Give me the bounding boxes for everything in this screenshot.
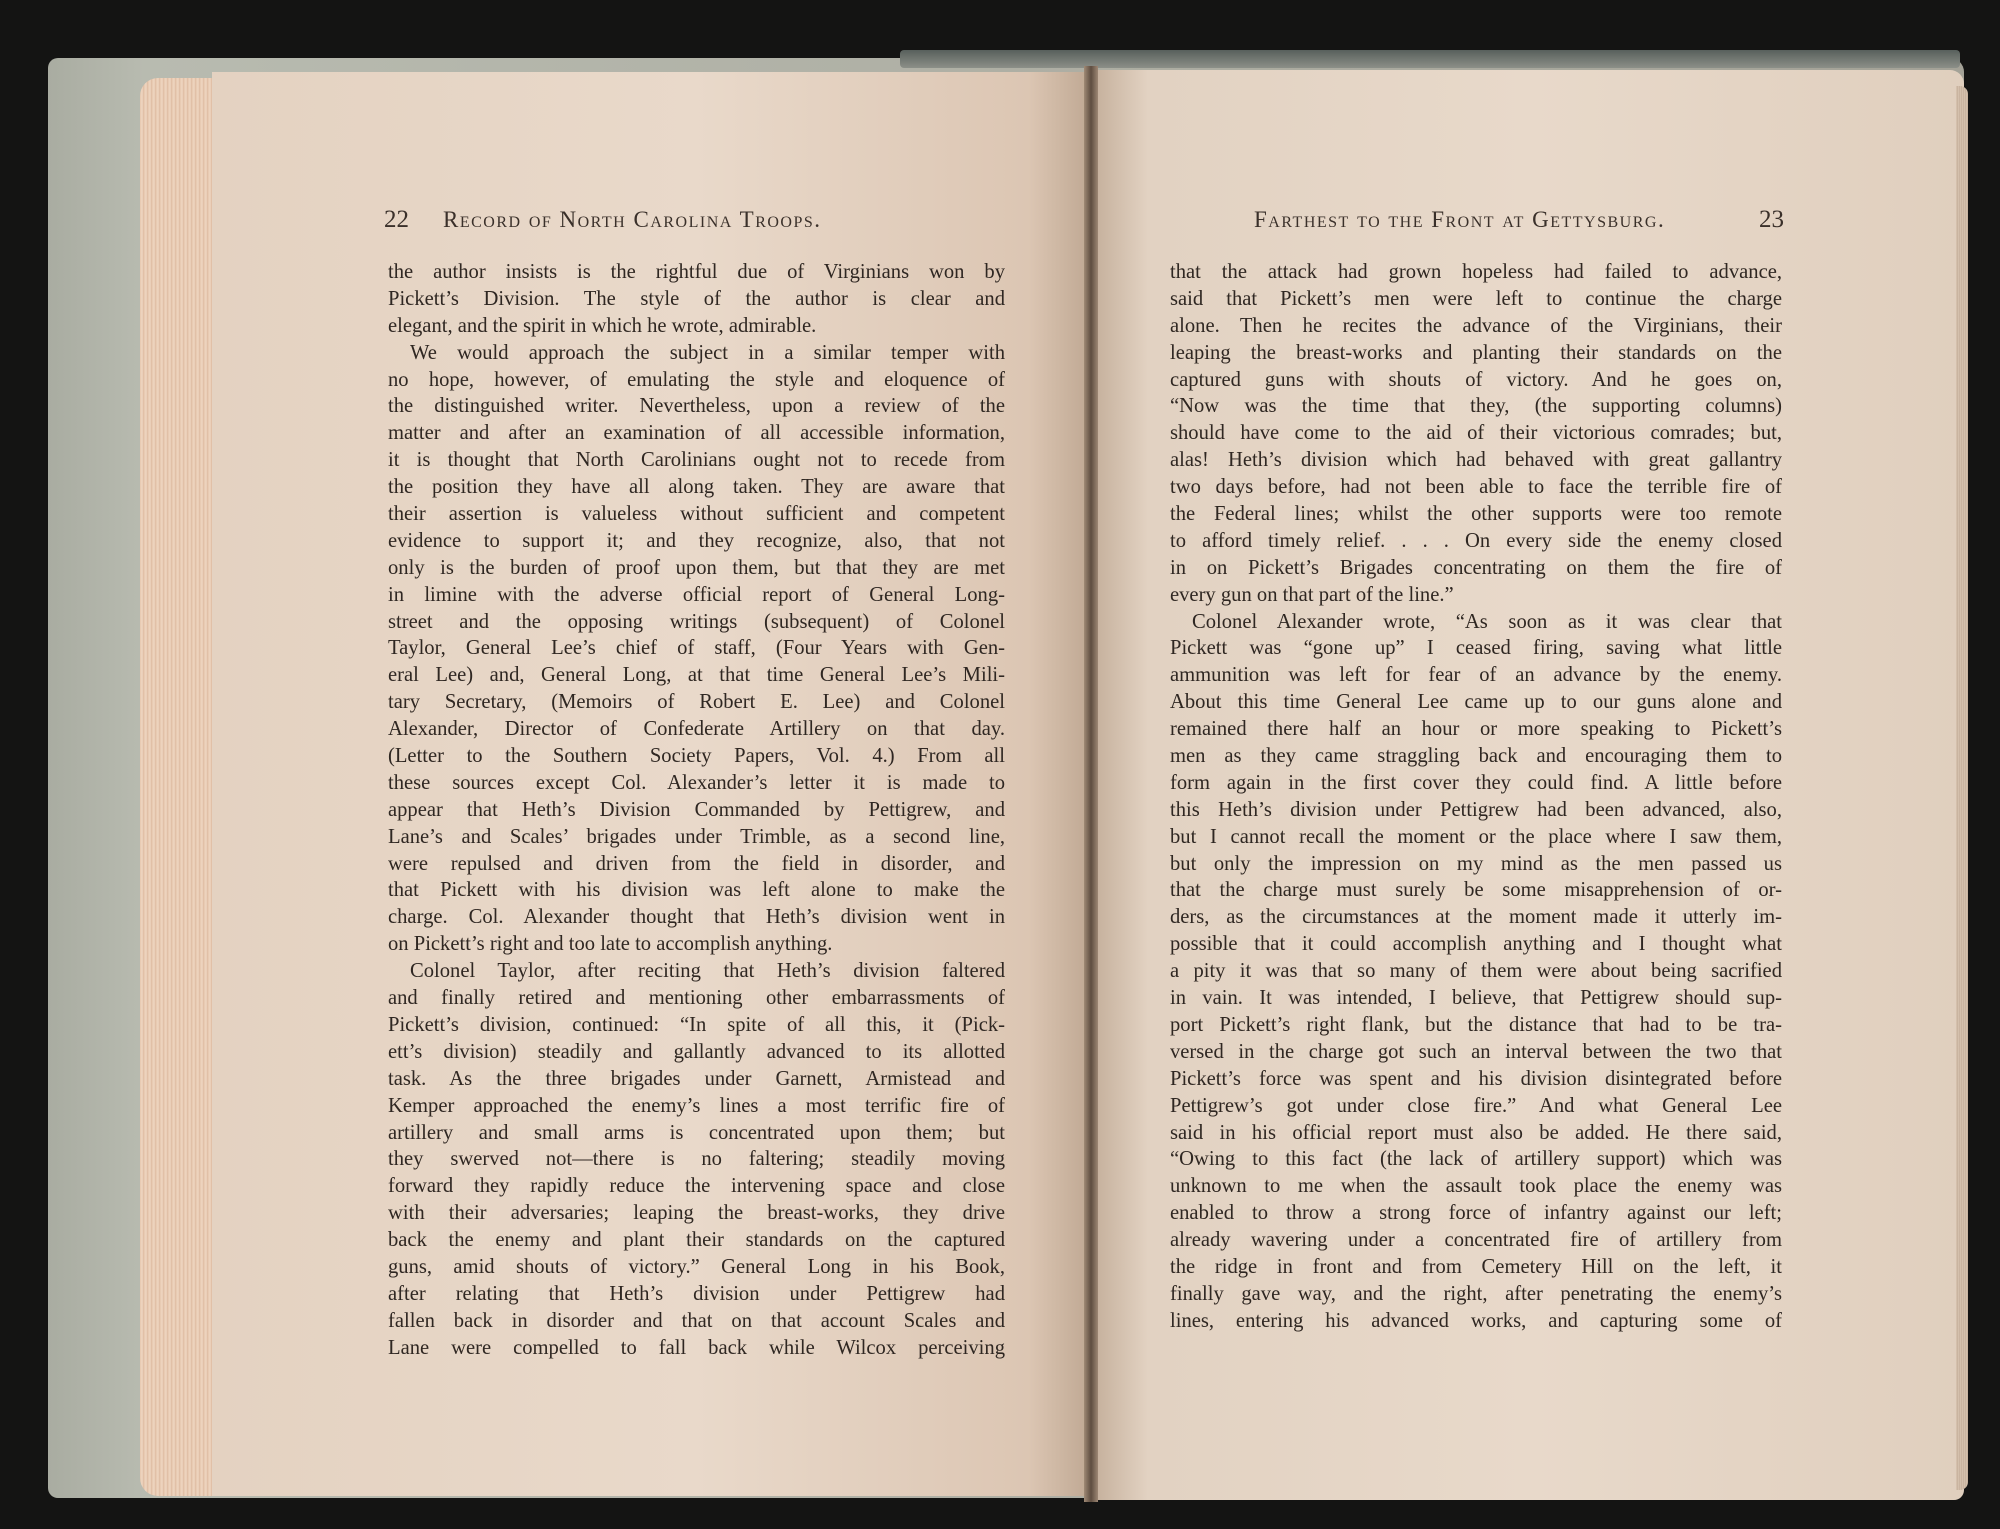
right-page-header xyxy=(1254,206,1784,236)
text-line: men as they came straggling back and encouraging them to xyxy=(1170,745,1782,768)
text-line: Pettigrew’s got under close fire.” And what General Lee xyxy=(1170,1094,1782,1117)
text-line: task. As the three brigades under Garnett, Armistead and xyxy=(388,1067,1005,1090)
text-line: Pickett’s Division. The style of the author is clear and xyxy=(388,287,1005,310)
text-line: possible that it could accomplish anything and I thought what xyxy=(1170,933,1782,956)
left-page-body xyxy=(388,259,1005,1362)
text-line: that the attack had grown hopeless had failed to advance, xyxy=(1170,261,1782,283)
text-line: ett’s division) steadily and gallantly advanced to its allotted xyxy=(388,1040,1005,1063)
running-title: Record of North Carolina Troops. xyxy=(443,207,822,232)
text-line: elegant, and the spirit in which he wrote, admirable. xyxy=(388,314,817,337)
page-number: 22 xyxy=(384,206,409,233)
text-line: with their adversaries; leaping the breast-works, they drive xyxy=(388,1202,1005,1225)
text-line: that the charge must surely be some misapprehension of or- xyxy=(1170,879,1782,902)
text-line: charge. Col. Alexander thought that Heth’s division went in xyxy=(388,906,1005,929)
text-line: this Heth’s division under Pettigrew had been advanced, also, xyxy=(1170,798,1782,821)
text-line: the distinguished writer. Nevertheless, upon a review of the xyxy=(388,395,1005,418)
right-page-stack xyxy=(1956,86,1968,1490)
text-line: “Now was the time that they, (the supporting columns) xyxy=(1170,395,1782,418)
text-line: only is the burden of proof upon them, but that they are met xyxy=(388,556,1005,579)
text-line: in on Pickett’s Brigades concentrating on them the fire of xyxy=(1170,556,1782,579)
text-line: Lane were compelled to fall back while Wilcox perceiving xyxy=(388,1336,1005,1359)
text-line: Pickett’s division, continued: “In spite of all this, it (Pick- xyxy=(388,1013,1005,1036)
text-line: Taylor, General Lee’s chief of staff, (Four Years with Gen- xyxy=(388,637,1005,660)
text-line: Colonel Alexander wrote, “As soon as it was clear that xyxy=(1192,610,1782,633)
text-line: but I cannot recall the moment or the place where I saw them, xyxy=(1170,825,1782,848)
text-line: said in his official report must also be added. He there said, xyxy=(1170,1121,1782,1144)
text-line: should have come to the aid of their victorious comrades; but, xyxy=(1170,422,1782,445)
text-line: ders, as the circumstances at the moment made it utterly im- xyxy=(1170,906,1782,929)
text-line: they swerved not—there is no faltering; steadily moving xyxy=(388,1148,1005,1171)
left-page-header xyxy=(384,206,896,236)
text-line: their assertion is valueless without sufficient and competent xyxy=(388,503,1005,526)
text-line: About this time General Lee came up to our guns alone and xyxy=(1170,691,1782,714)
text-line: after relating that Heth’s division under Pettigrew had xyxy=(388,1282,1005,1305)
text-line: eral Lee) and, General Long, at that time General Lee’s Mili- xyxy=(388,664,1005,687)
text-line: Kemper approached the enemy’s lines a most terrific fire of xyxy=(388,1094,1005,1117)
text-line: that Pickett with his division was left alone to make the xyxy=(388,879,1005,902)
text-line: form again in the first cover they could find. A little before xyxy=(1170,771,1782,794)
text-line: street and the opposing writings (subsequent) of Colonel xyxy=(388,610,1005,633)
text-line: Pickett’s force was spent and his division disintegrated before xyxy=(1170,1067,1782,1090)
text-line: on Pickett’s right and too late to accomplish anything. xyxy=(388,933,833,956)
text-line: remained there half an hour or more speaking to Pickett’s xyxy=(1170,718,1782,741)
text-line: Pickett was “gone up” I ceased firing, saving what little xyxy=(1170,637,1782,660)
text-line: back the enemy and plant their standards on the captured xyxy=(388,1229,1005,1252)
text-line: no hope, however, of emulating the style and eloquence of xyxy=(388,368,1005,391)
text-line: but only the impression on my mind as the men passed us xyxy=(1170,852,1782,875)
right-page-body xyxy=(1170,259,1782,1335)
text-line: lines, entering his advanced works, and capturing some of xyxy=(1170,1309,1782,1332)
text-line: port Pickett’s right flank, but the distance that had to be tra- xyxy=(1170,1013,1782,1036)
text-line: evidence to support it; and they recognize, also, that not xyxy=(388,529,1005,552)
text-line: Colonel Taylor, after reciting that Heth’s division faltered xyxy=(410,960,1005,983)
text-line: (Letter to the Southern Society Papers, Vol. 4.) From all xyxy=(388,745,1005,768)
text-line: We would approach the subject in a similar temper with xyxy=(410,341,1005,364)
text-line: unknown to me when the assault took place the enemy was xyxy=(1170,1175,1782,1198)
text-line: a pity it was that so many of them were about being sacrified xyxy=(1170,960,1782,983)
text-line: the Federal lines; whilst the other supports were too remote xyxy=(1170,503,1782,526)
text-line: appear that Heth’s Division Commanded by Pettigrew, and xyxy=(388,798,1005,821)
text-line: ammunition was left for fear of an advance by the enemy. xyxy=(1170,664,1782,687)
text-line: Lane’s and Scales’ brigades under Trimble, as a second line, xyxy=(388,825,1005,848)
text-line: it is thought that North Carolinians ought not to recede from xyxy=(388,449,1005,472)
text-line: forward they rapidly reduce the intervening space and close xyxy=(388,1175,1005,1198)
text-line: leaping the breast-works and planting their standards on the xyxy=(1170,341,1782,364)
text-line: alone. Then he recites the advance of the Virginians, their xyxy=(1170,314,1782,337)
text-line: and finally retired and mentioning other embarrassments of xyxy=(388,987,1005,1010)
text-line: the author insists is the rightful due of Virginians won by xyxy=(388,261,1005,283)
left-page-stack xyxy=(140,78,220,1496)
text-line: the ridge in front and from Cemetery Hill on the left, it xyxy=(1170,1255,1782,1278)
text-line: captured guns with shouts of victory. And he goes on, xyxy=(1170,368,1782,391)
text-line: said that Pickett’s men were left to continue the charge xyxy=(1170,287,1782,310)
text-line: in limine with the adverse official report of General Long- xyxy=(388,583,1005,606)
spine-edge xyxy=(900,50,1960,68)
text-line: “Owing to this fact (the lack of artillery support) which was xyxy=(1170,1148,1782,1171)
text-line: enabled to throw a strong force of infantry against our left; xyxy=(1170,1202,1782,1225)
text-line: matter and after an examination of all accessible information, xyxy=(388,422,1005,445)
text-line: were repulsed and driven from the field in disorder, and xyxy=(388,852,1005,875)
text-line: alas! Heth’s division which had behaved with great gallantry xyxy=(1170,449,1782,472)
text-line: these sources except Col. Alexander’s letter it is made to xyxy=(388,771,1005,794)
text-line: two days before, had not been able to face the terrible fire of xyxy=(1170,476,1782,499)
text-line: the position they have all along taken. They are aware that xyxy=(388,476,1005,499)
text-line: versed in the charge got such an interval between the two that xyxy=(1170,1040,1782,1063)
page-number: 23 xyxy=(1759,206,1784,233)
text-line: already wavering under a concentrated fire of artillery from xyxy=(1170,1229,1782,1252)
text-line: guns, amid shouts of victory.” General Long in his Book, xyxy=(388,1255,1005,1278)
running-title: Farthest to the Front at Gettysburg. xyxy=(1254,207,1666,232)
text-line: in vain. It was intended, I believe, that Pettigrew should sup- xyxy=(1170,987,1782,1010)
text-line: to afford timely relief. . . . On every side the enemy closed xyxy=(1170,529,1782,552)
text-line: every gun on that part of the line.” xyxy=(1170,583,1454,606)
text-line: fallen back in disorder and that on that account Scales and xyxy=(388,1309,1005,1332)
book-gutter xyxy=(1084,66,1098,1502)
text-line: finally gave way, and the right, after penetrating the enemy’s xyxy=(1170,1282,1782,1305)
text-line: Alexander, Director of Confederate Artillery on that day. xyxy=(388,718,1005,741)
text-line: tary Secretary, (Memoirs of Robert E. Lee) and Colonel xyxy=(388,691,1005,714)
text-line: artillery and small arms is concentrated upon them; but xyxy=(388,1121,1005,1144)
